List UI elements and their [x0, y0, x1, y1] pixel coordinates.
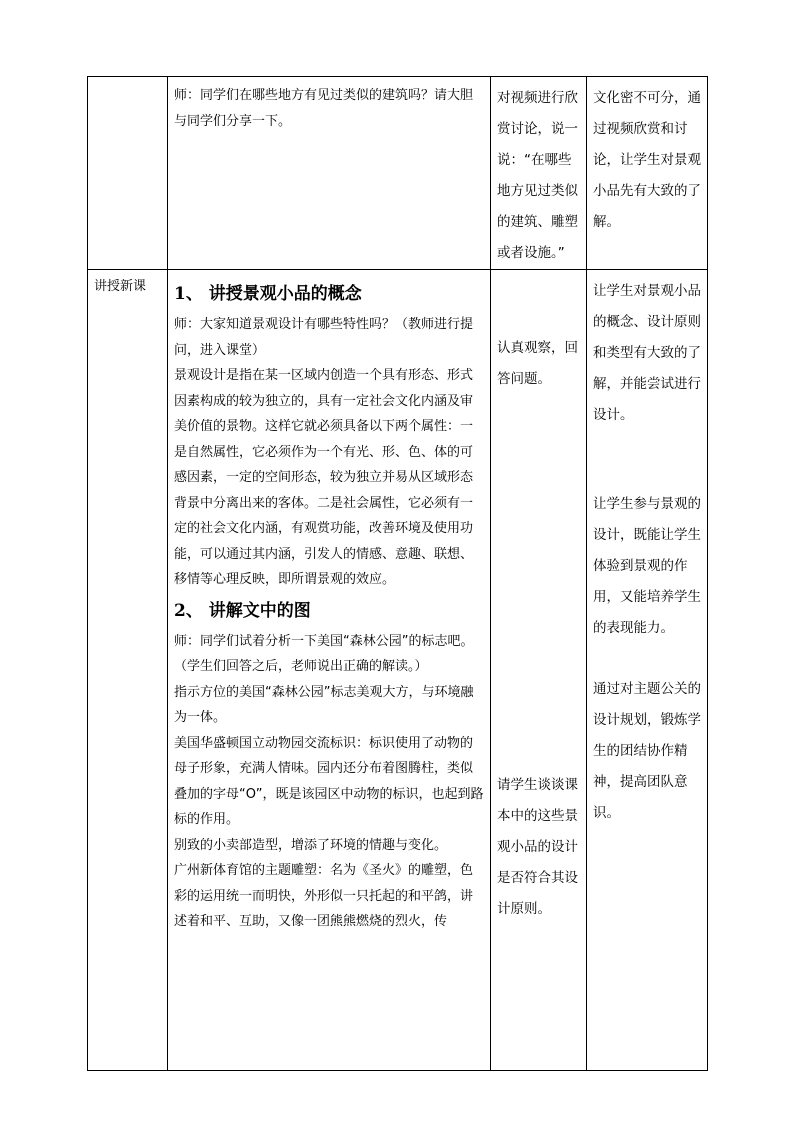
intent-1: 让学生对景观小品的概念、设计原则和类型有大致的了解，并能尝试进行设计。	[593, 283, 701, 423]
section-heading-1: 1、 讲授景观小品的概念	[174, 284, 362, 304]
table-row	[88, 77, 708, 270]
row1-intent-cell	[587, 77, 708, 270]
paragraph-kiosk: 别致的小卖部造型，增添了环境的情趣与变化。	[174, 837, 448, 853]
student-activity-2: 请学生谈谈课本中的这些景观小品的设计是否符合其设计原则。	[497, 777, 578, 917]
row1-student-activity-cell	[491, 77, 587, 270]
paragraph-sculpture: 广州新体育馆的主题雕塑：名为《圣火》的雕塑，色彩的运用统一而明快，外形似一只托起的和平鸽，讲述着和平、互助，又像一团熊熊燃烧的烈火，传	[174, 863, 474, 929]
row1-label-cell	[88, 77, 168, 270]
paragraph-zoo: 美国华盛顿国立动物园交流标识：标识使用了动物的母子形象，充满人情味。园内还分布着图腾柱，类似叠加的字母“O”，既是该园区中动物的标识，也起到路标的作用。	[174, 735, 484, 827]
section-heading-2: 2、 讲解文中的图	[174, 600, 311, 621]
paragraph-sign: 指示方位的美国“森林公园”标志美观大方，与环境融为一体。	[174, 684, 474, 725]
table-row	[88, 270, 708, 1071]
student-activity-1: 认真观察，回答问题。	[497, 340, 578, 387]
row1-teacher-activity-cell	[168, 77, 491, 270]
row1-student-text: 对视频进行欣赏讨论，说一说：“在哪些地方见过类似的建筑、雕塑或者设施。”	[497, 90, 578, 261]
row1-intent-text: 文化密不可分，通过视频欣赏和讨论，让学生对景观小品先有大致的了解。	[593, 90, 701, 230]
intent-3: 通过对主题公关的设计规划，锻炼学生的团结协作精神，提高团队意识。	[593, 681, 701, 821]
intent-2: 让学生参与景观的设计，既能让学生体验到景观的作用，又能培养学生的表现能力。	[593, 496, 701, 636]
paragraph-question: 师：大家知道景观设计有哪些特性吗？（教师进行提问，进入课堂）	[174, 317, 474, 358]
stage-label: 讲授新课	[94, 279, 147, 294]
lesson-plan-table	[87, 76, 708, 1071]
row2-label-cell	[88, 270, 168, 1071]
paragraph-definition: 景观设计是指在某一区域内创造一个具有形态、形式因素构成的较为独立的，具有一定社会文化内涵及审美价值的景物。这样它就必须具备以下两个属性：一是自然属性，它必须作为一个有光、形、色、体的可感因素，一定的空间形态，较为独立并易从区域形态背景中分离出来的客体。二是社会属性，它必须有一定的社会文化内涵，有观赏功能，改善环境及使用功能，可以通过其内涵，引发人的情感、意趣、联想、移情等心理反映，即所谓景观的效应。	[174, 368, 474, 587]
row2-student-activity-cell	[491, 270, 587, 1071]
row2-intent-cell	[587, 270, 708, 1071]
row2-teacher-activity-cell	[168, 270, 491, 1071]
row1-teacher-text: 师：同学们在哪些地方有见过类似的建筑吗？请大胆与同学们分享一下。	[174, 88, 474, 129]
paragraph-forest-park: 师：同学们试着分析一下美国“森林公园”的标志吧。（学生们回答之后，老师说出正确的解读。）	[174, 633, 474, 674]
